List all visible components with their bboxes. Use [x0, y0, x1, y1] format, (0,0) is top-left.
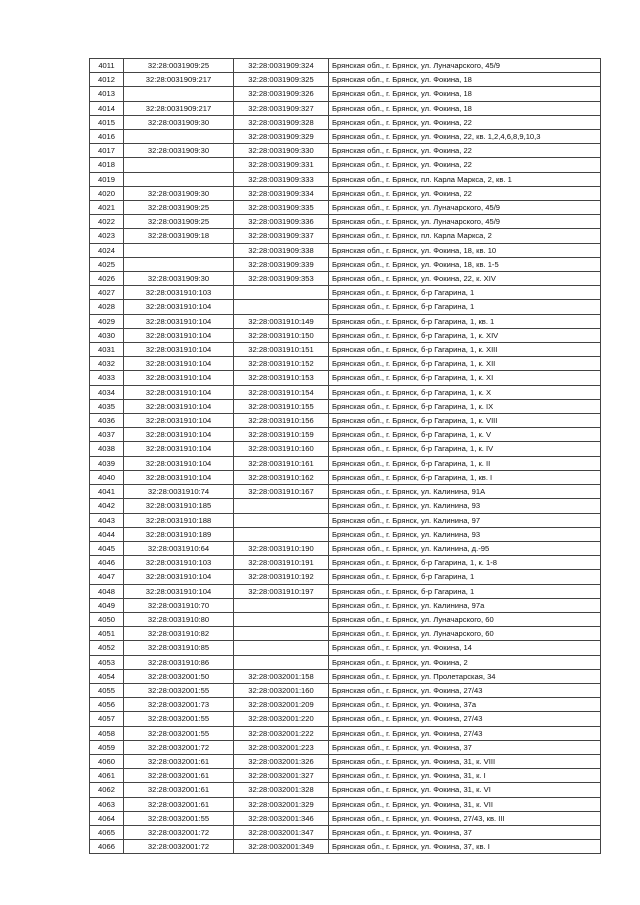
row-number-cell: 4015: [90, 115, 124, 129]
table-row: [90, 215, 601, 229]
address-cell: Брянская обл., г. Брянск, ул. Фокина, 18: [329, 73, 601, 87]
registry-table-body: [90, 59, 601, 854]
table-row: [90, 87, 601, 101]
parcel-cadastral-cell: 32:28:0031910:104: [124, 570, 234, 584]
row-number-cell: 4016: [90, 130, 124, 144]
address-cell: Брянская обл., г. Брянск, ул. Фокина, 27/43: [329, 712, 601, 726]
parcel-cadastral-cell: 32:28:0031910:104: [124, 414, 234, 428]
row-number-cell: 4018: [90, 158, 124, 172]
address-cell: Брянская обл., г. Брянск, б-р Гагарина, 1, к. X: [329, 385, 601, 399]
address-cell: Брянская обл., г. Брянск, ул. Фокина, 27/43: [329, 726, 601, 740]
address-cell: Брянская обл., г. Брянск, ул. Фокина, 18: [329, 87, 601, 101]
object-cadastral-cell: 32:28:0031910:167: [234, 485, 329, 499]
object-cadastral-cell: 32:28:0031910:152: [234, 357, 329, 371]
object-cadastral-cell: 32:28:0032001:223: [234, 740, 329, 754]
object-cadastral-cell: 32:28:0031910:156: [234, 414, 329, 428]
table-row: [90, 570, 601, 584]
table-row: [90, 59, 601, 73]
parcel-cadastral-cell: [124, 257, 234, 271]
table-row: [90, 726, 601, 740]
table-row: [90, 144, 601, 158]
table-row: [90, 172, 601, 186]
object-cadastral-cell: 32:28:0031910:155: [234, 399, 329, 413]
address-cell: Брянская обл., г. Брянск, ул. Калинина, 93: [329, 527, 601, 541]
parcel-cadastral-cell: 32:28:0031909:25: [124, 215, 234, 229]
address-cell: Брянская обл., г. Брянск, ул. Фокина, 22, к. XIV: [329, 272, 601, 286]
parcel-cadastral-cell: 32:28:0032001:50: [124, 669, 234, 683]
row-number-cell: 4050: [90, 612, 124, 626]
address-cell: Брянская обл., г. Брянск, б-р Гагарина, 1, к. IV: [329, 442, 601, 456]
table-row: [90, 371, 601, 385]
table-row: [90, 513, 601, 527]
row-number-cell: 4058: [90, 726, 124, 740]
parcel-cadastral-cell: 32:28:0031910:82: [124, 627, 234, 641]
table-row: [90, 257, 601, 271]
object-cadastral-cell: 32:28:0032001:326: [234, 754, 329, 768]
row-number-cell: 4060: [90, 754, 124, 768]
address-cell: Брянская обл., г. Брянск, ул. Фокина, 22: [329, 186, 601, 200]
object-cadastral-cell: [234, 641, 329, 655]
address-cell: Брянская обл., г. Брянск, ул. Фокина, 31, к. VIII: [329, 754, 601, 768]
row-number-cell: 4041: [90, 485, 124, 499]
object-cadastral-cell: [234, 598, 329, 612]
object-cadastral-cell: 32:28:0032001:158: [234, 669, 329, 683]
parcel-cadastral-cell: 32:28:0032001:61: [124, 769, 234, 783]
object-cadastral-cell: 32:28:0031909:333: [234, 172, 329, 186]
table-row: [90, 414, 601, 428]
object-cadastral-cell: 32:28:0031909:337: [234, 229, 329, 243]
row-number-cell: 4039: [90, 456, 124, 470]
address-cell: Брянская обл., г. Брянск, ул. Фокина, 22: [329, 158, 601, 172]
object-cadastral-cell: 32:28:0031909:324: [234, 59, 329, 73]
address-cell: Брянская обл., г. Брянск, б-р Гагарина, 1, к. IX: [329, 399, 601, 413]
parcel-cadastral-cell: 32:28:0031910:104: [124, 584, 234, 598]
address-cell: Брянская обл., г. Брянск, б-р Гагарина, 1, к. XIV: [329, 328, 601, 342]
object-cadastral-cell: [234, 627, 329, 641]
table-row: [90, 740, 601, 754]
parcel-cadastral-cell: 32:28:0031910:104: [124, 456, 234, 470]
row-number-cell: 4046: [90, 556, 124, 570]
object-cadastral-cell: 32:28:0031910:153: [234, 371, 329, 385]
address-cell: Брянская обл., г. Брянск, б-р Гагарина, 1, к. V: [329, 428, 601, 442]
table-row: [90, 825, 601, 839]
parcel-cadastral-cell: 32:28:0031910:103: [124, 556, 234, 570]
row-number-cell: 4043: [90, 513, 124, 527]
parcel-cadastral-cell: 32:28:0031910:104: [124, 314, 234, 328]
parcel-cadastral-cell: 32:28:0031910:104: [124, 428, 234, 442]
address-cell: Брянская обл., г. Брянск, б-р Гагарина, 1, к. 1-8: [329, 556, 601, 570]
parcel-cadastral-cell: 32:28:0031910:64: [124, 541, 234, 555]
row-number-cell: 4040: [90, 470, 124, 484]
table-row: [90, 499, 601, 513]
parcel-cadastral-cell: 32:28:0032001:61: [124, 783, 234, 797]
row-number-cell: 4020: [90, 186, 124, 200]
table-row: [90, 73, 601, 87]
table-row: [90, 130, 601, 144]
table-row: [90, 272, 601, 286]
row-number-cell: 4026: [90, 272, 124, 286]
object-cadastral-cell: [234, 655, 329, 669]
parcel-cadastral-cell: 32:28:0031910:104: [124, 328, 234, 342]
parcel-cadastral-cell: 32:28:0031910:189: [124, 527, 234, 541]
parcel-cadastral-cell: 32:28:0031909:217: [124, 73, 234, 87]
address-cell: Брянская обл., г. Брянск, ул. Калинина, 97: [329, 513, 601, 527]
table-row: [90, 300, 601, 314]
table-row: [90, 158, 601, 172]
parcel-cadastral-cell: 32:28:0031909:25: [124, 201, 234, 215]
object-cadastral-cell: 32:28:0031909:325: [234, 73, 329, 87]
table-row: [90, 399, 601, 413]
row-number-cell: 4027: [90, 286, 124, 300]
object-cadastral-cell: 32:28:0031909:326: [234, 87, 329, 101]
table-row: [90, 314, 601, 328]
row-number-cell: 4038: [90, 442, 124, 456]
parcel-cadastral-cell: 32:28:0031910:104: [124, 442, 234, 456]
parcel-cadastral-cell: 32:28:0031910:70: [124, 598, 234, 612]
address-cell: Брянская обл., г. Брянск, ул. Луначарского, 45/9: [329, 59, 601, 73]
address-cell: Брянская обл., г. Брянск, ул. Луначарского, 60: [329, 627, 601, 641]
address-cell: Брянская обл., г. Брянск, б-р Гагарина, 1, к. II: [329, 456, 601, 470]
address-cell: Брянская обл., г. Брянск, ул. Калинина, 93: [329, 499, 601, 513]
object-cadastral-cell: [234, 513, 329, 527]
address-cell: Брянская обл., г. Брянск, ул. Фокина, 22: [329, 144, 601, 158]
parcel-cadastral-cell: [124, 172, 234, 186]
parcel-cadastral-cell: 32:28:0032001:55: [124, 811, 234, 825]
parcel-cadastral-cell: 32:28:0031910:74: [124, 485, 234, 499]
address-cell: Брянская обл., г. Брянск, ул. Фокина, 37: [329, 825, 601, 839]
row-number-cell: 4063: [90, 797, 124, 811]
object-cadastral-cell: 32:28:0031910:191: [234, 556, 329, 570]
address-cell: Брянская обл., г. Брянск, ул. Фокина, 18: [329, 101, 601, 115]
object-cadastral-cell: 32:28:0032001:349: [234, 840, 329, 854]
table-row: [90, 655, 601, 669]
object-cadastral-cell: 32:28:0031910:161: [234, 456, 329, 470]
parcel-cadastral-cell: 32:28:0031910:86: [124, 655, 234, 669]
row-number-cell: 4032: [90, 357, 124, 371]
table-row: [90, 343, 601, 357]
row-number-cell: 4028: [90, 300, 124, 314]
table-row: [90, 115, 601, 129]
address-cell: Брянская обл., г. Брянск, б-р Гагарина, 1, к. XII: [329, 357, 601, 371]
table-row: [90, 641, 601, 655]
address-cell: Брянская обл., г. Брянск, б-р Гагарина, 1: [329, 300, 601, 314]
object-cadastral-cell: [234, 612, 329, 626]
object-cadastral-cell: 32:28:0031910:149: [234, 314, 329, 328]
address-cell: Брянская обл., г. Брянск, ул. Фокина, 22: [329, 115, 601, 129]
table-row: [90, 101, 601, 115]
parcel-cadastral-cell: 32:28:0031910:104: [124, 470, 234, 484]
row-number-cell: 4012: [90, 73, 124, 87]
row-number-cell: 4051: [90, 627, 124, 641]
row-number-cell: 4054: [90, 669, 124, 683]
address-cell: Брянская обл., г. Брянск, ул. Фокина, 2: [329, 655, 601, 669]
object-cadastral-cell: 32:28:0032001:347: [234, 825, 329, 839]
address-cell: Брянская обл., г. Брянск, ул. Калинина, 91А: [329, 485, 601, 499]
object-cadastral-cell: 32:28:0032001:222: [234, 726, 329, 740]
object-cadastral-cell: 32:28:0031910:159: [234, 428, 329, 442]
table-row: [90, 712, 601, 726]
table-row: [90, 485, 601, 499]
address-cell: Брянская обл., г. Брянск, ул. Фокина, 14: [329, 641, 601, 655]
parcel-cadastral-cell: 32:28:0031910:188: [124, 513, 234, 527]
table-row: [90, 584, 601, 598]
parcel-cadastral-cell: 32:28:0031909:30: [124, 186, 234, 200]
address-cell: Брянская обл., г. Брянск, б-р Гагарина, 1, к. XIII: [329, 343, 601, 357]
address-cell: Брянская обл., г. Брянск, ул. Фокина, 31, к. VI: [329, 783, 601, 797]
parcel-cadastral-cell: 32:28:0031909:25: [124, 59, 234, 73]
object-cadastral-cell: 32:28:0032001:160: [234, 683, 329, 697]
table-row: [90, 442, 601, 456]
table-row: [90, 470, 601, 484]
object-cadastral-cell: 32:28:0031909:327: [234, 101, 329, 115]
address-cell: Брянская обл., г. Брянск, ул. Фокина, 37а: [329, 698, 601, 712]
row-number-cell: 4035: [90, 399, 124, 413]
table-row: [90, 627, 601, 641]
parcel-cadastral-cell: 32:28:0031909:30: [124, 115, 234, 129]
row-number-cell: 4059: [90, 740, 124, 754]
object-cadastral-cell: [234, 527, 329, 541]
row-number-cell: 4056: [90, 698, 124, 712]
address-cell: Брянская обл., г. Брянск, ул. Фокина, 31, к. VII: [329, 797, 601, 811]
address-cell: Брянская обл., г. Брянск, б-р Гагарина, 1, кв. 1: [329, 314, 601, 328]
object-cadastral-cell: 32:28:0031910:162: [234, 470, 329, 484]
object-cadastral-cell: 32:28:0031909:331: [234, 158, 329, 172]
parcel-cadastral-cell: 32:28:0031909:30: [124, 144, 234, 158]
row-number-cell: 4064: [90, 811, 124, 825]
table-row: [90, 541, 601, 555]
table-row: [90, 683, 601, 697]
parcel-cadastral-cell: 32:28:0031910:104: [124, 371, 234, 385]
object-cadastral-cell: 32:28:0031910:160: [234, 442, 329, 456]
parcel-cadastral-cell: [124, 158, 234, 172]
parcel-cadastral-cell: 32:28:0031910:104: [124, 343, 234, 357]
row-number-cell: 4053: [90, 655, 124, 669]
table-row: [90, 698, 601, 712]
address-cell: Брянская обл., г. Брянск, ул. Фокина, 27/43: [329, 683, 601, 697]
table-row: [90, 286, 601, 300]
table-row: [90, 186, 601, 200]
object-cadastral-cell: 32:28:0031910:197: [234, 584, 329, 598]
row-number-cell: 4021: [90, 201, 124, 215]
row-number-cell: 4061: [90, 769, 124, 783]
parcel-cadastral-cell: 32:28:0031910:80: [124, 612, 234, 626]
table-row: [90, 840, 601, 854]
table-row: [90, 201, 601, 215]
row-number-cell: 4047: [90, 570, 124, 584]
address-cell: Брянская обл., г. Брянск, б-р Гагарина, 1, к. XI: [329, 371, 601, 385]
parcel-cadastral-cell: 32:28:0032001:73: [124, 698, 234, 712]
table-row: [90, 612, 601, 626]
address-cell: Брянская обл., г. Брянск, ул. Луначарского, 45/9: [329, 201, 601, 215]
address-cell: Брянская обл., г. Брянск, ул. Луначарского, 45/9: [329, 215, 601, 229]
address-cell: Брянская обл., г. Брянск, ул. Калинина, д.-95: [329, 541, 601, 555]
row-number-cell: 4057: [90, 712, 124, 726]
address-cell: Брянская обл., г. Брянск, ул. Фокина, 31, к. I: [329, 769, 601, 783]
row-number-cell: 4062: [90, 783, 124, 797]
row-number-cell: 4017: [90, 144, 124, 158]
row-number-cell: 4037: [90, 428, 124, 442]
object-cadastral-cell: 32:28:0032001:220: [234, 712, 329, 726]
object-cadastral-cell: [234, 286, 329, 300]
object-cadastral-cell: 32:28:0031910:150: [234, 328, 329, 342]
table-row: [90, 428, 601, 442]
address-cell: Брянская обл., г. Брянск, б-р Гагарина, 1, кв. I: [329, 470, 601, 484]
object-cadastral-cell: 32:28:0031909:334: [234, 186, 329, 200]
table-row: [90, 456, 601, 470]
object-cadastral-cell: 32:28:0031909:336: [234, 215, 329, 229]
table-row: [90, 357, 601, 371]
row-number-cell: 4055: [90, 683, 124, 697]
parcel-cadastral-cell: 32:28:0031910:103: [124, 286, 234, 300]
parcel-cadastral-cell: 32:28:0032001:72: [124, 840, 234, 854]
object-cadastral-cell: 32:28:0031910:151: [234, 343, 329, 357]
parcel-cadastral-cell: 32:28:0031910:185: [124, 499, 234, 513]
address-cell: Брянская обл., г. Брянск, ул. Фокина, 18, кв. 10: [329, 243, 601, 257]
parcel-cadastral-cell: 32:28:0031909:18: [124, 229, 234, 243]
address-cell: Брянская обл., г. Брянск, ул. Фокина, 37, кв. I: [329, 840, 601, 854]
table-row: [90, 783, 601, 797]
parcel-cadastral-cell: 32:28:0032001:55: [124, 712, 234, 726]
row-number-cell: 4030: [90, 328, 124, 342]
table-row: [90, 797, 601, 811]
object-cadastral-cell: 32:28:0031910:154: [234, 385, 329, 399]
parcel-cadastral-cell: 32:28:0032001:72: [124, 825, 234, 839]
parcel-cadastral-cell: [124, 130, 234, 144]
table-row: [90, 769, 601, 783]
row-number-cell: 4034: [90, 385, 124, 399]
row-number-cell: 4045: [90, 541, 124, 555]
address-cell: Брянская обл., г. Брянск, ул. Фокина, 22, кв. 1,2,4,6,8,9,10,3: [329, 130, 601, 144]
row-number-cell: 4052: [90, 641, 124, 655]
object-cadastral-cell: 32:28:0031909:330: [234, 144, 329, 158]
address-cell: Брянская обл., г. Брянск, ул. Пролетарская, 34: [329, 669, 601, 683]
table-row: [90, 243, 601, 257]
parcel-cadastral-cell: 32:28:0032001:72: [124, 740, 234, 754]
address-cell: Брянская обл., г. Брянск, б-р Гагарина, 1: [329, 584, 601, 598]
row-number-cell: 4029: [90, 314, 124, 328]
parcel-cadastral-cell: [124, 243, 234, 257]
address-cell: Брянская обл., г. Брянск, ул. Фокина, 27/43, кв. III: [329, 811, 601, 825]
registry-table: [89, 58, 601, 854]
row-number-cell: 4031: [90, 343, 124, 357]
object-cadastral-cell: 32:28:0032001:329: [234, 797, 329, 811]
parcel-cadastral-cell: 32:28:0032001:55: [124, 683, 234, 697]
row-number-cell: 4025: [90, 257, 124, 271]
object-cadastral-cell: 32:28:0031909:339: [234, 257, 329, 271]
table-row: [90, 385, 601, 399]
row-number-cell: 4013: [90, 87, 124, 101]
table-row: [90, 598, 601, 612]
object-cadastral-cell: [234, 300, 329, 314]
table-row: [90, 527, 601, 541]
parcel-cadastral-cell: 32:28:0031909:30: [124, 272, 234, 286]
parcel-cadastral-cell: 32:28:0031910:104: [124, 399, 234, 413]
table-row: [90, 669, 601, 683]
row-number-cell: 4065: [90, 825, 124, 839]
row-number-cell: 4023: [90, 229, 124, 243]
parcel-cadastral-cell: 32:28:0032001:55: [124, 726, 234, 740]
parcel-cadastral-cell: [124, 87, 234, 101]
row-number-cell: 4042: [90, 499, 124, 513]
object-cadastral-cell: 32:28:0031909:338: [234, 243, 329, 257]
table-row: [90, 556, 601, 570]
row-number-cell: 4044: [90, 527, 124, 541]
address-cell: Брянская обл., г. Брянск, б-р Гагарина, 1: [329, 570, 601, 584]
row-number-cell: 4019: [90, 172, 124, 186]
address-cell: Брянская обл., г. Брянск, пл. Карла Маркса, 2, кв. 1: [329, 172, 601, 186]
row-number-cell: 4022: [90, 215, 124, 229]
address-cell: Брянская обл., г. Брянск, ул. Луначарского, 60: [329, 612, 601, 626]
object-cadastral-cell: 32:28:0032001:346: [234, 811, 329, 825]
row-number-cell: 4048: [90, 584, 124, 598]
table-row: [90, 229, 601, 243]
address-cell: Брянская обл., г. Брянск, ул. Фокина, 18, кв. 1-5: [329, 257, 601, 271]
table-row: [90, 328, 601, 342]
parcel-cadastral-cell: 32:28:0032001:61: [124, 797, 234, 811]
row-number-cell: 4011: [90, 59, 124, 73]
parcel-cadastral-cell: 32:28:0031910:104: [124, 385, 234, 399]
object-cadastral-cell: 32:28:0032001:328: [234, 783, 329, 797]
address-cell: Брянская обл., г. Брянск, ул. Калинина, 97а: [329, 598, 601, 612]
address-cell: Брянская обл., г. Брянск, б-р Гагарина, 1, к. VIII: [329, 414, 601, 428]
address-cell: Брянская обл., г. Брянск, ул. Фокина, 37: [329, 740, 601, 754]
object-cadastral-cell: 32:28:0032001:209: [234, 698, 329, 712]
object-cadastral-cell: [234, 499, 329, 513]
row-number-cell: 4036: [90, 414, 124, 428]
object-cadastral-cell: 32:28:0032001:327: [234, 769, 329, 783]
address-cell: Брянская обл., г. Брянск, б-р Гагарина, 1: [329, 286, 601, 300]
parcel-cadastral-cell: 32:28:0031910:85: [124, 641, 234, 655]
object-cadastral-cell: 32:28:0031909:335: [234, 201, 329, 215]
object-cadastral-cell: 32:28:0031910:190: [234, 541, 329, 555]
object-cadastral-cell: 32:28:0031909:328: [234, 115, 329, 129]
table-row: [90, 754, 601, 768]
parcel-cadastral-cell: 32:28:0031909:217: [124, 101, 234, 115]
row-number-cell: 4014: [90, 101, 124, 115]
table-row: [90, 811, 601, 825]
row-number-cell: 4033: [90, 371, 124, 385]
object-cadastral-cell: 32:28:0031910:192: [234, 570, 329, 584]
address-cell: Брянская обл., г. Брянск, пл. Карла Маркса, 2: [329, 229, 601, 243]
parcel-cadastral-cell: 32:28:0032001:61: [124, 754, 234, 768]
parcel-cadastral-cell: 32:28:0031910:104: [124, 357, 234, 371]
row-number-cell: 4066: [90, 840, 124, 854]
parcel-cadastral-cell: 32:28:0031910:104: [124, 300, 234, 314]
object-cadastral-cell: 32:28:0031909:353: [234, 272, 329, 286]
row-number-cell: 4049: [90, 598, 124, 612]
object-cadastral-cell: 32:28:0031909:329: [234, 130, 329, 144]
row-number-cell: 4024: [90, 243, 124, 257]
